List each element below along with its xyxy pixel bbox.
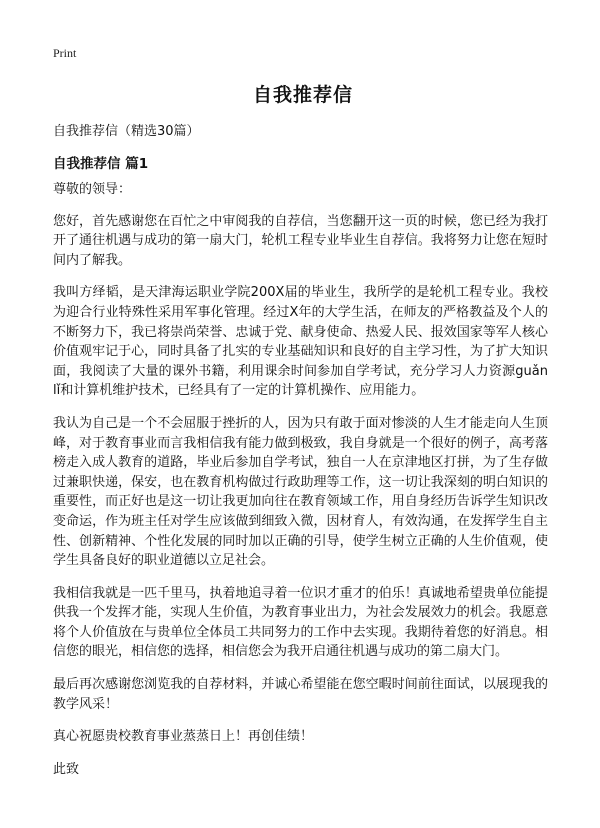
paragraph-character: 我认为自己是一个不会屈服于挫折的人，因为只有敢于面对惨淡的人生才能走向人生顶峰，对于教育事业而言我相信我有能力做到极致，我自身就是一个很好的例子，高考落榜走入成人教育的道路，毕业后参加自学考试，独自一人在京津地区打拼，为了生存做过兼职快递，保安，也在教育机构做过行政助理等工作，这一切让我深刻的明白知识的重要性，而正好也是这一切让我更加向往在教育领域工作，用自身经历告诉学生知识改变命运，作为班主任对学生应该做到细致入微，因材育人，有效沟通，在发挥学生自主性、创新精神、个性化发展的同时加以正确的引导，使学生树立正确的人生价值观，使学生具备良好的职业道德以立足社会。 xyxy=(53,415,548,569)
letter-body xyxy=(53,180,548,792)
paragraph-aspiration: 我相信我就是一匹千里马，执着地追寻着一位识才重才的伯乐！真诚地希望贵单位能提供我一个发挥才能，实现人生价值，为教育事业出力，为社会发展效力的机会。我愿意将个人价值放在与贵单位全体员工共同努力的工作中去实现。我期待着您的好消息。相信您的眼光，相信您的选择，相信您会为我开启通往机遇与成功的第二扇大门。 xyxy=(53,585,548,660)
section-heading: 自我推荐信 篇1 xyxy=(53,156,149,172)
print-link[interactable]: Print xyxy=(53,46,77,60)
paragraph-background: 我叫方绎韬，是天津海运职业学院200X届的毕业生，我所学的是轮机工程专业。我校为迎合行业特殊性采用军事化管理。经过X年的大学生活，在师友的严格教益及个人的不断努力下，我已将崇尚荣誉、忠诚于党、献身使命、热爱人民、报效国家等军人核心价值观牢记于心，同时具备了扎实的专业基础知识和良好的自主学习性，为了扩大知识面，我阅读了大量的课外书籍，利用课余时间参加自学考试，充分学习人力资源guǎn lǐ和计算机维护技术，已经具有了一定的计算机操作、应用能力。 xyxy=(53,285,548,399)
closing: 此致 xyxy=(53,761,80,777)
page-title: 自我推荐信 xyxy=(252,84,353,106)
paragraph-thanks: 最后再次感谢您浏览我的自荐材料，并诚心希望能在您空暇时间前往面试，以展现我的教学风采！ xyxy=(53,677,548,712)
document-subtitle: 自我推荐信（精选30篇） xyxy=(53,124,200,139)
salutation: 尊敬的领导： xyxy=(53,182,132,197)
paragraph-wishes: 真心祝愿贵校教育事业蒸蒸日上！再创佳绩！ xyxy=(53,729,314,745)
paragraph-intro: 您好，首先感谢您在百忙之中审阅我的自荐信，当您翻开这一页的时候，您已经为我打开了通往机遇与成功的第一扇大门，轮机工程专业毕业生自荐信。我将努力让您在短时间内了解我。 xyxy=(53,213,548,268)
